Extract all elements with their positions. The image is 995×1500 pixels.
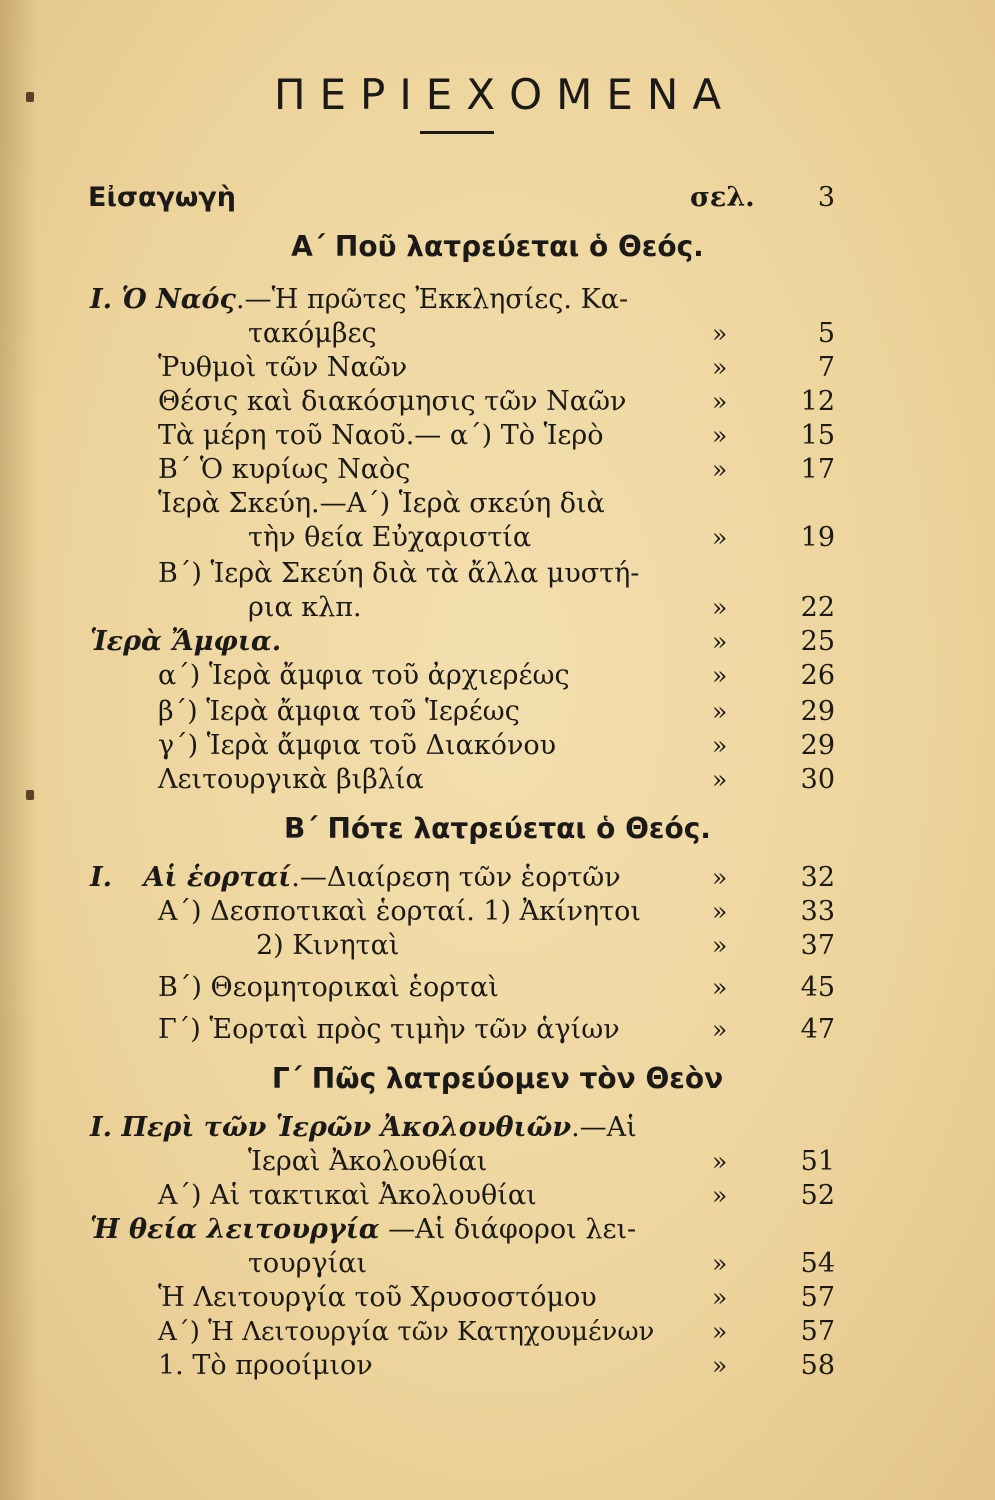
entry-ditto-mark: »: [712, 897, 728, 926]
toc-entry: [0, 1280, 995, 1316]
toc-entry: [0, 556, 995, 592]
entry-text: τακόμβες: [248, 318, 377, 349]
toc-entry: [0, 384, 995, 420]
entry-text: 2) Κινηταὶ: [256, 930, 400, 961]
entry-text: .: [271, 626, 282, 657]
toc-sel-label: σελ.: [690, 182, 755, 213]
entry-page: 47: [800, 1014, 835, 1045]
entry-ditto-mark: »: [712, 661, 728, 690]
entry-heading: Αἱ ἑορταί: [143, 862, 292, 893]
entry-ditto-mark: »: [712, 319, 728, 348]
toc-intro: [0, 180, 995, 216]
entry-page: 54: [800, 1248, 835, 1279]
toc-entry: [0, 860, 995, 896]
toc-entry: [0, 316, 995, 352]
entry-text: 1. Τὸ προοίμιον: [158, 1350, 373, 1381]
entry-ditto-mark: »: [712, 1351, 728, 1380]
entry-text: Ῥυθμοὶ τῶν Ναῶν: [158, 352, 408, 383]
entry-text: Γ΄) Ἑορταὶ πρὸς τιμὴν τῶν ἁγίων: [158, 1014, 620, 1045]
entry-page: 15: [800, 420, 835, 451]
entry-page: 37: [800, 930, 835, 961]
entry-text: τουργίαι: [248, 1248, 368, 1279]
entry-page: 29: [800, 730, 835, 761]
toc-entry: [0, 624, 995, 660]
entry-text: Θέσις καὶ διακόσμησις τῶν Ναῶν: [158, 386, 627, 417]
entry-text: .—Αἱ: [571, 1112, 637, 1143]
toc-entry: [0, 1348, 995, 1384]
entry-text: .—Διαίρεση τῶν ἑορτῶν: [291, 862, 621, 893]
toc-entry: [0, 1110, 995, 1146]
toc-entry: [0, 452, 995, 488]
entry-ditto-mark: »: [712, 627, 728, 656]
toc-intro-page: 3: [817, 182, 835, 213]
entry-heading: Περὶ τῶν Ἱερῶν Ἀκολουθιῶν: [121, 1112, 572, 1143]
entry-page: 30: [800, 764, 835, 795]
section-heading-c: Γ΄ Πῶς λατρεύομεν τὸν Θεὸν: [271, 1062, 724, 1095]
entry-page: 29: [800, 696, 835, 727]
entry-page: 19: [800, 522, 835, 553]
entry-prefix: Ι.: [90, 284, 122, 315]
entry-text: Ἡ Λειτουργία τοῦ Χρυσοστόμου: [158, 1282, 597, 1313]
entry-prefix: Ι.: [90, 862, 122, 893]
entry-page: 17: [800, 454, 835, 485]
entry-text: Ἱεραὶ Ἀκολουθίαι: [248, 1146, 488, 1177]
entry-page: 52: [800, 1180, 835, 1211]
entry-ditto-mark: »: [712, 1181, 728, 1210]
entry-page: 58: [800, 1350, 835, 1381]
entry-text: Λειτουργικὰ βιβλία: [158, 764, 424, 795]
entry-ditto-mark: »: [712, 387, 728, 416]
entry-page: 51: [800, 1146, 835, 1177]
toc-entry: [0, 694, 995, 730]
entry-page: 22: [800, 592, 835, 623]
toc-entry: [0, 928, 995, 964]
entry-ditto-mark: »: [712, 593, 728, 622]
entry-page: 5: [817, 318, 835, 349]
entry-ditto-mark: »: [712, 1015, 728, 1044]
entry-text: Α΄) Δεσποτικαὶ ἑορταί. 1) Ἀκίνητοι: [158, 896, 641, 927]
entry-text: Τὰ μέρη τοῦ Ναοῦ.— α΄) Τὸ Ἱερὸ: [158, 420, 604, 451]
entry-text: Α΄) Ἡ Λειτουργία τῶν Κατηχουμένων: [158, 1317, 655, 1347]
entry-ditto-mark: »: [712, 1249, 728, 1278]
entry-text: α΄) Ἱερὰ ἄμφια τοῦ ἀρχιερέως: [158, 660, 570, 691]
entry-text: —Αἱ διάφοροι λει-: [379, 1214, 637, 1245]
entry-page: 45: [800, 972, 835, 1003]
entry-page: 7: [817, 352, 835, 383]
entry-ditto-mark: »: [712, 1283, 728, 1312]
entry-text: Ἱερὰ Σκεύη.—Α΄) Ἱερὰ σκεύη διὰ: [158, 488, 605, 519]
entry-heading: Ὁ Ναός: [121, 284, 236, 315]
entry-ditto-mark: »: [712, 697, 728, 726]
entry-text: Α΄) Αἱ τακτικαὶ Ἀκολουθίαι: [158, 1180, 537, 1211]
toc-entry: [0, 894, 995, 930]
toc-entry: [0, 1246, 995, 1282]
toc-entry: [0, 1012, 995, 1048]
entry-ditto-mark: »: [712, 353, 728, 382]
entry-text: γ΄) Ἱερὰ ἄμφια τοῦ Διακόνου: [158, 730, 557, 761]
toc-intro-label: Εἰσαγωγὴ: [88, 182, 237, 213]
toc-entry: [0, 1144, 995, 1180]
section-heading-b: Β΄ Πότε λατρεύεται ὁ Θεός.: [284, 812, 711, 845]
toc-entry: [0, 282, 995, 318]
toc-entry: [0, 520, 995, 556]
toc-entry: [0, 728, 995, 764]
entry-ditto-mark: »: [712, 523, 728, 552]
toc-entry: [0, 970, 995, 1006]
entry-text: Β΄) Θεομητορικαὶ ἑορταὶ: [158, 972, 499, 1003]
toc-entry: [0, 350, 995, 386]
entry-page: 12: [800, 386, 835, 417]
entry-page: 33: [800, 896, 835, 927]
entry-page: 57: [800, 1316, 835, 1347]
toc-entry: [0, 1178, 995, 1214]
entry-ditto-mark: »: [712, 765, 728, 794]
toc-entry: [0, 1314, 995, 1350]
entry-text: Β΄ Ὁ κυρίως Ναὸς: [158, 454, 411, 485]
entry-ditto-mark: »: [712, 421, 728, 450]
entry-text: τὴν θεία Εὐχαριστία: [248, 522, 532, 553]
entry-page: 32: [800, 862, 835, 893]
toc-entry: [0, 590, 995, 626]
toc-entry: [0, 762, 995, 798]
entry-heading: Ἱερὰ Ἄμφια: [90, 626, 272, 657]
entry-heading: Ἡ θεία λειτουργία: [90, 1214, 380, 1245]
entry-ditto-mark: »: [712, 1317, 728, 1346]
toc-entry: [0, 486, 995, 522]
entry-ditto-mark: »: [712, 731, 728, 760]
entry-page: 25: [800, 626, 835, 657]
entry-text: β΄) Ἱερὰ ἄμφια τοῦ Ἱερέως: [158, 696, 520, 727]
toc-entry: [0, 418, 995, 454]
entry-page: 26: [800, 660, 835, 691]
entry-prefix: Ι.: [90, 1112, 122, 1143]
entry-ditto-mark: »: [712, 931, 728, 960]
section-heading-a: Α΄ Ποῦ λατρεύεται ὁ Θεός.: [291, 230, 704, 263]
entry-text: Β΄) Ἱερὰ Σκεύη διὰ τὰ ἄλλα μυστή-: [158, 558, 640, 589]
entry-page: 57: [800, 1282, 835, 1313]
entry-text: ρια κλπ.: [248, 592, 362, 623]
entry-ditto-mark: »: [712, 863, 728, 892]
title-rule: [420, 131, 494, 134]
entry-ditto-mark: »: [712, 455, 728, 484]
entry-ditto-mark: »: [712, 973, 728, 1002]
toc-entry: [0, 658, 995, 694]
toc-entry: [0, 1212, 995, 1248]
entry-ditto-mark: »: [712, 1147, 728, 1176]
entry-text: .—Ἡ πρῶτες Ἐκκλησίες. Κα-: [235, 284, 629, 315]
page-title: ΠΕΡΙΕΧΟΜΕΝΑ: [273, 70, 736, 119]
